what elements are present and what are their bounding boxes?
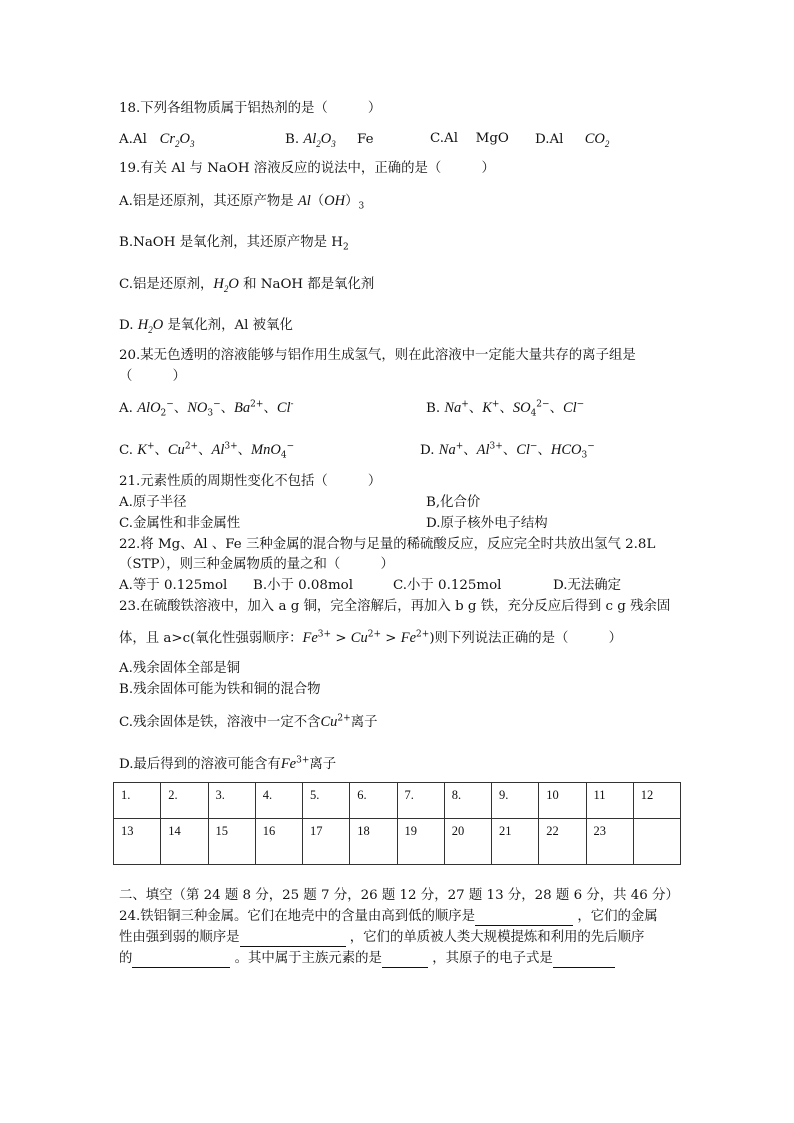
answer-cell[interactable]: 2.: [161, 783, 208, 819]
q24-blank-4[interactable]: [382, 953, 428, 968]
answer-cell[interactable]: 11: [586, 783, 633, 819]
answer-cell[interactable]: 8.: [444, 783, 491, 819]
q21-stem: 21.元素性质的周期性变化不包括（ ）: [119, 474, 382, 489]
q18-option-a: A.Al $Cr_2O_3$: [119, 131, 195, 149]
answer-cell[interactable]: 1.: [114, 783, 161, 819]
answer-cell[interactable]: 13: [114, 819, 161, 865]
answer-cell[interactable]: 10: [539, 783, 586, 819]
q23-option-a: A.残余固体全部是铜: [119, 661, 241, 676]
q22-option-a: A.等于 0.125mol: [119, 578, 228, 593]
answer-cell[interactable]: 15: [208, 819, 255, 865]
answer-cell[interactable]: 6.: [350, 783, 397, 819]
q22-stem-line1: 22.将 Mg、Al 、Fe 三种金属的混合物与足量的稀硫酸反应，反应完全时共放出氢气 2.8L: [119, 537, 656, 552]
q19-option-d: D. $H_2O$ 是氧化剂，Al 被氧化: [119, 317, 293, 335]
q22-option-d: D.无法确定: [553, 578, 622, 593]
answer-cell[interactable]: 21: [492, 819, 539, 865]
answer-cell[interactable]: 23: [586, 819, 633, 865]
q20-option-a: A. AlO$_2$−、$NO_3^-$、$Ba^{2+}$、Cl-: [119, 399, 294, 419]
answer-table-row: [114, 819, 681, 865]
answer-cell[interactable]: 5.: [303, 783, 350, 819]
answer-cell[interactable]: 19: [397, 819, 444, 865]
answer-cell[interactable]: 18: [350, 819, 397, 865]
q21-option-d: D.原子核外电子结构: [426, 516, 548, 531]
answer-cell[interactable]: 4.: [255, 783, 302, 819]
q24-blank-3[interactable]: [132, 953, 230, 968]
q20-option-c: C. K+、$Cu^{2+}$、$Al^{3+}$、MnO$_4$−: [119, 441, 295, 461]
answer-cell[interactable]: 12: [633, 783, 680, 819]
q23-option-d: D.最后得到的溶液可能含有$Fe^{3+}$离子: [119, 755, 337, 772]
q19-option-a: A.铝是还原剂，其还原产物是 $Al(OH)_3$: [119, 193, 365, 212]
q23-option-b: B.残余固体可能为铁和铜的混合物: [119, 682, 321, 697]
q22-option-b: B.小于 0.08mol: [253, 578, 353, 593]
q20-option-b: B. Na+、K+、$SO_4^{2-}$、Cl−: [426, 399, 585, 419]
q23-option-c: C.残余固体是铁，溶液中一定不含$Cu^{2+}$离子: [119, 713, 378, 730]
answer-cell[interactable]: 22: [539, 819, 586, 865]
q22-option-c: C.小于 0.125mol: [393, 578, 502, 593]
q20-paren: （ ）: [119, 369, 186, 384]
answer-cell[interactable]: 17: [303, 819, 350, 865]
q23-stem-line1: 23.在硫酸铁溶液中，加入 a g 铜，完全溶解后，再加入 b g 铁，充分反应后得到 c g 残余固: [119, 599, 671, 614]
q18-option-b: B. $Al_2O_3$ Fe: [285, 131, 374, 149]
q24-line3: 的 。其中属于主族元素的是 ，其原子的电子式是: [119, 950, 615, 968]
q21-option-a: A.原子半径: [119, 495, 187, 510]
q19-option-c: C.铝是还原剂，$H_2O$ 和 NaOH 都是氧化剂: [119, 276, 375, 294]
q24-line1: 24.铁铝铜三种金属。它们在地壳中的含量由高到低的顺序是 ，它们的金属: [119, 909, 658, 924]
q20-stem: 20.某无色透明的溶液能够与铝作用生成氢气，则在此溶液中一定能大量共存的离子组是: [119, 348, 636, 363]
q24-line2: 性由强到弱的顺序是 ，它们的单质被人类大规模提炼和利用的先后顺序: [119, 930, 645, 945]
q18-option-d: D.Al $CO_2$: [535, 131, 610, 149]
answer-cell[interactable]: 16: [255, 819, 302, 865]
q18-option-c: C.Al MgO: [430, 131, 509, 146]
answer-cell[interactable]: 3.: [208, 783, 255, 819]
q18-stem: 18.下列各组物质属于铝热剂的是（ ）: [119, 101, 382, 116]
q21-option-c: C.金属性和非金属性: [119, 516, 241, 531]
q20-option-d: D. Na+、$Al^{3+}$、Cl−、$HCO_3^-$: [420, 441, 595, 461]
q24-blank-2[interactable]: [240, 932, 346, 947]
q19-option-b: B.NaOH 是氧化剂，其还原产物是 $H_2$: [119, 235, 349, 253]
q23-stem-line2: 体，且 a>c(氧化性强弱顺序：$Fe^{3+} > Cu^{2+} > Fe^{2+}$)则下列说法正确的是（ ）: [119, 629, 623, 646]
q21-option-b: B,化合价: [426, 495, 481, 510]
q22-stem-line2: （STP），则三种金属物质的量之和（ ）: [119, 557, 394, 572]
answer-cell[interactable]: [633, 819, 680, 865]
answer-cell[interactable]: 7.: [397, 783, 444, 819]
q24-blank-5[interactable]: [553, 953, 615, 968]
answer-cell[interactable]: 9.: [492, 783, 539, 819]
q19-stem: 19.有关 Al 与 NaOH 溶液反应的说法中，正确的是（ ）: [119, 161, 495, 176]
section2-heading: 二、填空（第 24 题 8 分，25 题 7 分，26 题 12 分，27 题 13 分，28 题 6 分，共 46 分）: [119, 888, 679, 903]
answer-table: [113, 782, 681, 865]
q24-blank-1[interactable]: [475, 911, 573, 926]
answer-table-row: [114, 783, 681, 819]
answer-cell[interactable]: 20: [444, 819, 491, 865]
answer-cell[interactable]: 14: [161, 819, 208, 865]
